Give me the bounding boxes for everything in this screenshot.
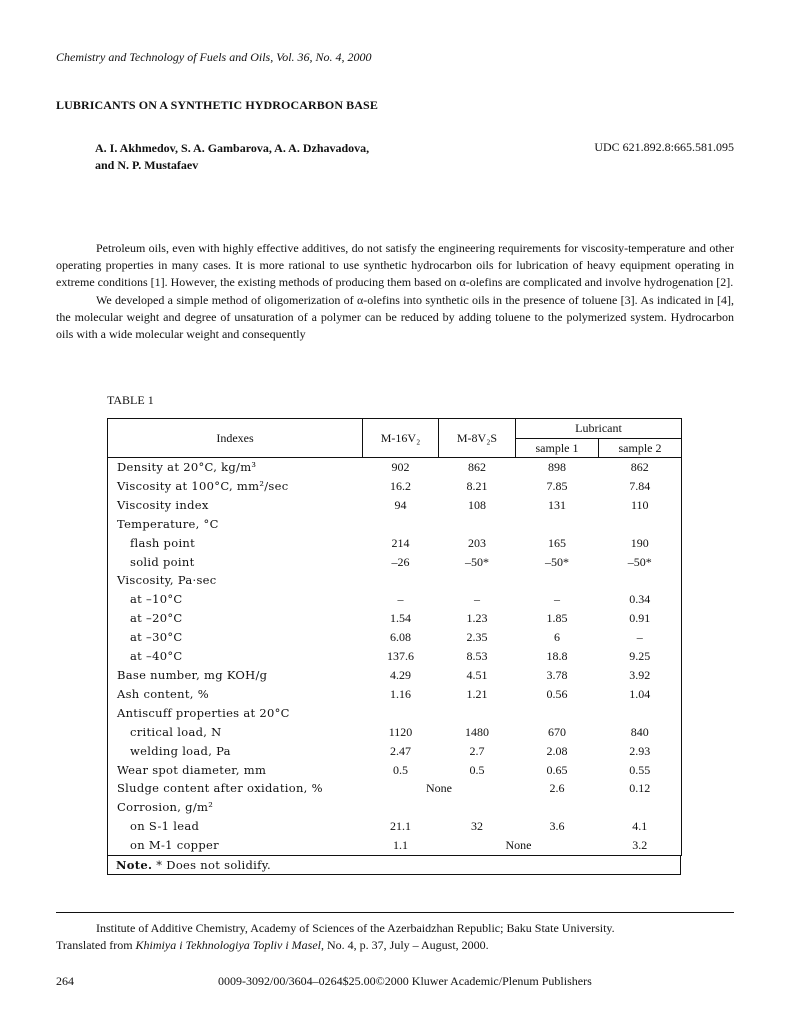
- cell-value: 0.5: [469, 762, 485, 777]
- cell-value: 0.56: [546, 686, 568, 701]
- copyright-line: 0009-3092/00/3604–0264$25.00©2000 Kluwer Academic/Plenum Publishers: [218, 974, 592, 988]
- row-label: on S-1 lead: [108, 817, 363, 836]
- cell-value: 18.8: [546, 649, 568, 664]
- cell-value: [599, 515, 682, 534]
- row-label: at –10°C: [108, 590, 363, 609]
- table-row: [108, 685, 682, 704]
- cell-value: 902: [363, 458, 439, 477]
- cell-value: 0.55: [599, 761, 682, 780]
- note-text: * Does not solidify.: [156, 858, 271, 873]
- cell-value: [439, 515, 516, 534]
- cell-value: 1.21: [466, 686, 488, 701]
- cell-value: 2.6: [549, 781, 565, 796]
- translated-source: Khimiya i Tekhnologiya Topliv i Masel: [135, 938, 321, 952]
- header-sample-2: sample 2: [599, 438, 682, 458]
- table-row: [108, 609, 682, 628]
- cell-value: 1.23: [466, 611, 488, 626]
- cell-value: 0.12: [599, 779, 682, 798]
- table-row: [108, 553, 682, 572]
- cell-value: 214: [391, 535, 410, 550]
- cell-value: 2.7: [469, 743, 485, 758]
- table-label: TABLE 1: [107, 393, 154, 407]
- cell-value: 8.53: [466, 649, 488, 664]
- table-row: [108, 742, 682, 761]
- cell-value: [363, 571, 439, 590]
- affiliation: Institute of Additive Chemistry, Academy of Sciences of the Azerbaidzhan Republic; Baku State University.: [96, 921, 615, 935]
- row-label: on M-1 copper: [108, 836, 363, 855]
- row-label: Base number, mg KOH/g: [108, 666, 363, 685]
- cell-value: None: [426, 781, 452, 796]
- cell-value: 9.25: [599, 647, 682, 666]
- paragraph-2: We developed a simple method of oligomerization of α-olefins into synthetic oils in the presence of toluene [3]. As indicated in [4], the molecular weight and degree of unsaturation of a polymer can be reduced by adding toluene to the polymerized system. Hydrocarbon oils with a wide molecular weight and consequently: [56, 292, 734, 342]
- table-row: [108, 534, 682, 553]
- cell-value: 3.2: [599, 836, 682, 855]
- row-label: at –20°C: [108, 609, 363, 628]
- paragraph-1: Petroleum oils, even with highly effective additives, do not satisfy the engineering requirements for viscosity-temperature and other operating properties in many cases. It is more rational to use synthetic hydrocarbon oils for lubrication of heavy equipment operating in extreme conditions [1]. However, the existing methods of producing them based on α-olefins are complicated and involve hydrogenation [2].: [56, 241, 734, 290]
- properties-table: [107, 418, 682, 856]
- cell-value: None: [439, 836, 599, 855]
- header-m16v2: M-16V₂: [363, 419, 439, 458]
- table-row: [108, 647, 682, 666]
- cell-value: 4.1: [599, 817, 682, 836]
- cell-value: [599, 571, 682, 590]
- cell-value: –: [554, 592, 560, 607]
- row-label: Ash content, %: [108, 685, 363, 704]
- translated-from: [56, 938, 489, 952]
- cell-value: 0.5: [393, 762, 408, 777]
- table-row: [108, 817, 682, 836]
- cell-value: 4.51: [466, 667, 488, 682]
- header-lubricant: Lubricant: [516, 419, 682, 439]
- authors-line-1: A. I. Akhmedov, S. A. Gambarova, A. A. Dzhavadova,: [95, 141, 370, 155]
- cell-value: 1.54: [390, 611, 411, 626]
- cell-value: [363, 515, 439, 534]
- cell-value: 7.84: [599, 477, 682, 496]
- table-body: [108, 458, 682, 856]
- cell-value: –26: [391, 554, 410, 569]
- cell-value: 2.08: [546, 743, 568, 758]
- footnote-rule: [56, 912, 734, 913]
- translated-prefix: Translated from: [56, 938, 136, 952]
- table-row: [108, 723, 682, 742]
- cell-value: 1120: [388, 724, 413, 739]
- table-row: [108, 836, 682, 855]
- authors-line-2: and N. P. Mustafaev: [95, 158, 199, 172]
- table-row: [108, 496, 682, 515]
- cell-value: 2.47: [390, 743, 411, 758]
- cell-value: 2.93: [599, 742, 682, 761]
- cell-value: 1.85: [546, 611, 568, 626]
- cell-value: –: [474, 592, 480, 607]
- cell-value: 0.91: [599, 609, 682, 628]
- cell-value: 190: [599, 534, 682, 553]
- article-title: LUBRICANTS ON A SYNTHETIC HYDROCARBON BASE: [56, 98, 378, 112]
- cell-value: 16.2: [390, 478, 411, 493]
- row-label: Viscosity index: [108, 496, 363, 515]
- cell-value: 110: [599, 496, 682, 515]
- cell-value: –: [599, 628, 682, 647]
- udc-code: UDC 621.892.8:665.581.095: [594, 140, 734, 154]
- cell-value: 203: [468, 535, 486, 550]
- note-label: Note.: [116, 858, 153, 873]
- row-label: at –40°C: [108, 647, 363, 666]
- cell-value: 131: [548, 497, 566, 512]
- cell-value: [516, 571, 599, 590]
- cell-value: 137.6: [387, 649, 414, 664]
- cell-value: 3.6: [549, 819, 565, 834]
- cell-value: 21.1: [390, 819, 411, 834]
- journal-header: Chemistry and Technology of Fuels and Oils, Vol. 36, No. 4, 2000: [56, 50, 372, 64]
- row-label: Viscosity at 100°C, mm²/sec: [108, 477, 363, 496]
- cell-value: 1.16: [390, 686, 411, 701]
- cell-value: 32: [471, 819, 483, 834]
- row-label: Temperature, °C: [108, 515, 363, 534]
- cell-value: 8.21: [466, 478, 488, 493]
- cell-value: [363, 704, 439, 723]
- cell-value: [439, 571, 516, 590]
- cell-value: 840: [599, 723, 682, 742]
- cell-value: 4.29: [390, 667, 411, 682]
- cell-value: –50*: [599, 553, 682, 572]
- cell-value: 2.35: [466, 630, 488, 645]
- table-row: [108, 779, 682, 798]
- authors: [95, 140, 369, 174]
- cell-value: [599, 798, 682, 817]
- cell-value: 6: [554, 630, 560, 645]
- cell-value: 862: [599, 458, 682, 477]
- table-row: [108, 666, 682, 685]
- cell-value: [363, 798, 439, 817]
- table-row: [108, 571, 682, 590]
- row-label: solid point: [108, 553, 363, 572]
- cell-value: 0.34: [599, 590, 682, 609]
- row-label: welding load, Pa: [108, 742, 363, 761]
- cell-value: [439, 798, 516, 817]
- cell-value: 0.65: [546, 762, 568, 777]
- header-m8v2s: M-8V₂S: [439, 419, 516, 458]
- translated-suffix: , No. 4, p. 37, July – August, 2000.: [321, 938, 489, 952]
- table-row: [108, 458, 682, 477]
- cell-value: 3.92: [599, 666, 682, 685]
- row-label: Corrosion, g/m²: [108, 798, 363, 817]
- page-number: 264: [56, 974, 74, 988]
- table-note: [107, 856, 681, 875]
- row-label: Antiscuff properties at 20°C: [108, 704, 363, 723]
- cell-value: –: [397, 592, 404, 607]
- cell-value: [599, 704, 682, 723]
- cell-value: –50*: [465, 554, 489, 569]
- cell-value: 1480: [465, 724, 489, 739]
- table-row: [108, 515, 682, 534]
- row-label: at –30°C: [108, 628, 363, 647]
- cell-value: 108: [468, 497, 486, 512]
- row-label: Viscosity, Pa·sec: [108, 571, 363, 590]
- table-row: [108, 590, 682, 609]
- cell-value: [516, 798, 599, 817]
- cell-value: 1.1: [363, 836, 439, 855]
- table-row: [108, 704, 682, 723]
- cell-value: [516, 515, 599, 534]
- header-indexes: Indexes: [108, 419, 363, 458]
- header-sample-1: sample 1: [516, 438, 599, 458]
- cell-value: 6.08: [390, 630, 411, 645]
- cell-value: –50*: [545, 554, 569, 569]
- row-label: flash point: [108, 534, 363, 553]
- table-row: [108, 628, 682, 647]
- cell-value: 670: [548, 724, 566, 739]
- cell-value: 3.78: [546, 667, 568, 682]
- cell-value: 94: [394, 497, 407, 512]
- footnote: [56, 920, 734, 954]
- table-row: [108, 761, 682, 780]
- row-label: Sludge content after oxidation, %: [108, 779, 363, 798]
- cell-value: 862: [439, 458, 516, 477]
- row-label: Wear spot diameter, mm: [108, 761, 363, 780]
- cell-value: [439, 704, 516, 723]
- cell-value: 7.85: [546, 478, 568, 493]
- row-label: Density at 20°C, kg/m³: [108, 458, 363, 477]
- table-row: [108, 798, 682, 817]
- cell-value: 1.04: [599, 685, 682, 704]
- cell-value: [516, 704, 599, 723]
- table-row: [108, 477, 682, 496]
- cell-value: 898: [516, 458, 599, 477]
- row-label: critical load, N: [108, 723, 363, 742]
- body-text: [56, 240, 734, 343]
- cell-value: 165: [548, 535, 566, 550]
